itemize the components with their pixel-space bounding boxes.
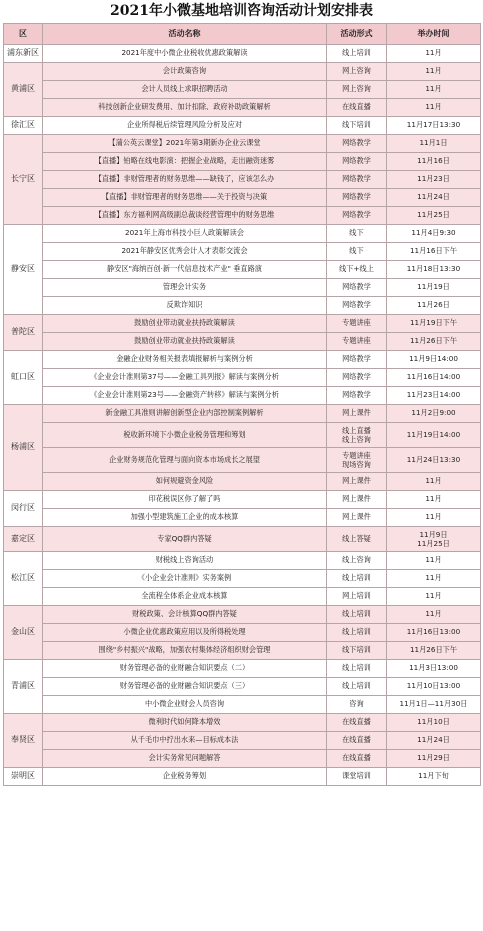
activity-name-cell: 2021年静安区优秀会计人才表彰交流会 xyxy=(43,243,327,261)
activity-format-cell: 网络教学 xyxy=(327,135,387,153)
activity-time-cell: 11月23日14:00 xyxy=(387,387,481,405)
activity-name-cell: 【直播】非财管理者的财务思维——缺钱了，应该怎么办 xyxy=(43,171,327,189)
activity-format-cell: 线上直播 线上咨询 xyxy=(327,423,387,448)
activity-format-cell: 咨询 xyxy=(327,696,387,714)
activity-format-cell: 专题讲座 xyxy=(327,333,387,351)
table-row xyxy=(4,660,481,678)
activity-format-cell: 线上答疑 xyxy=(327,527,387,552)
header-activity-time: 举办时间 xyxy=(387,24,481,45)
activity-name-cell: 全流程全体系企业成本核算 xyxy=(43,588,327,606)
activity-time-cell: 11月19日 xyxy=(387,279,481,297)
district-cell: 黄浦区 xyxy=(4,63,43,117)
activity-name-cell: 印花税误区你了解了吗 xyxy=(43,491,327,509)
activity-format-cell: 网上培训 xyxy=(327,588,387,606)
activity-time-cell: 11月 xyxy=(387,588,481,606)
activity-name-cell: 《小企业会计准则》实务案例 xyxy=(43,570,327,588)
activity-format-cell: 网络教学 xyxy=(327,297,387,315)
activity-format-cell: 线下培训 xyxy=(327,642,387,660)
activity-time-cell: 11月19日下午 xyxy=(387,315,481,333)
district-cell: 浦东新区 xyxy=(4,45,43,63)
table-row xyxy=(4,369,481,387)
page-title: 2021年小微基地培训咨询活动计划安排表 xyxy=(110,3,373,19)
activity-name-cell: 小微企业优惠政策应用以及所得税处理 xyxy=(43,624,327,642)
table-body xyxy=(4,45,481,786)
activity-name-cell: 管理会计实务 xyxy=(43,279,327,297)
activity-name-cell: 科技创新企业研发费用、加计扣除、政府补助政策解析 xyxy=(43,99,327,117)
district-cell: 奉贤区 xyxy=(4,714,43,768)
table-row xyxy=(4,99,481,117)
table-row xyxy=(4,473,481,491)
activity-time-cell: 11月 xyxy=(387,606,481,624)
district-cell: 金山区 xyxy=(4,606,43,660)
activity-time-cell: 11月25日 xyxy=(387,207,481,225)
activity-time-cell: 11月19日14:00 xyxy=(387,423,481,448)
district-cell: 杨浦区 xyxy=(4,405,43,491)
activity-time-cell: 11月23日 xyxy=(387,171,481,189)
activity-format-cell: 线上培训 xyxy=(327,45,387,63)
activity-time-cell: 11月26日下午 xyxy=(387,642,481,660)
activity-format-cell: 线下+线上 xyxy=(327,261,387,279)
table-row xyxy=(4,642,481,660)
activity-time-cell: 11月16日 xyxy=(387,153,481,171)
activity-time-cell: 11月 xyxy=(387,473,481,491)
activity-format-cell: 网上课件 xyxy=(327,509,387,527)
table-row xyxy=(4,423,481,448)
table-row xyxy=(4,491,481,509)
activity-format-cell: 线下 xyxy=(327,225,387,243)
district-cell: 崇明区 xyxy=(4,768,43,786)
activity-name-cell: 【直播】铂略在线电影演：把握企业战略，走出融资迷雾 xyxy=(43,153,327,171)
table-row xyxy=(4,243,481,261)
activity-format-cell: 专题讲座 现场咨询 xyxy=(327,448,387,473)
activity-time-cell: 11月17日13:30 xyxy=(387,117,481,135)
activity-time-cell: 11月1日 xyxy=(387,135,481,153)
district-cell: 虹口区 xyxy=(4,351,43,405)
activity-time-cell: 11月下旬 xyxy=(387,768,481,786)
table-row xyxy=(4,63,481,81)
activity-time-cell: 11月1日—11月30日 xyxy=(387,696,481,714)
activity-time-cell: 11月24日13:30 xyxy=(387,448,481,473)
district-cell: 普陀区 xyxy=(4,315,43,351)
activity-name-cell: 【直播】非财管理者的财务思维——关于投资与决策 xyxy=(43,189,327,207)
activity-time-cell: 11月16日14:00 xyxy=(387,369,481,387)
activity-name-cell: 财务管理必备的业财融合知识要点（二） xyxy=(43,660,327,678)
activity-name-cell: 企业税务筹划 xyxy=(43,768,327,786)
activity-time-cell: 11月24日 xyxy=(387,732,481,750)
activity-name-cell: 鼓励创业带动就业扶持政策解读 xyxy=(43,315,327,333)
table-row xyxy=(4,527,481,552)
activity-format-cell: 网络教学 xyxy=(327,369,387,387)
table-row xyxy=(4,387,481,405)
activity-format-cell: 网络教学 xyxy=(327,387,387,405)
activity-name-cell: 2021年度中小微企业税收优惠政策解读 xyxy=(43,45,327,63)
table-row xyxy=(4,45,481,63)
activity-time-cell: 11月18日13:30 xyxy=(387,261,481,279)
activity-name-cell: 微利时代如何降本增效 xyxy=(43,714,327,732)
activity-format-cell: 网上课件 xyxy=(327,405,387,423)
activity-time-cell: 11月26日 xyxy=(387,297,481,315)
activity-name-cell: 会计人员线上求职招聘活动 xyxy=(43,81,327,99)
activity-format-cell: 线上咨询 xyxy=(327,552,387,570)
district-cell: 徐汇区 xyxy=(4,117,43,135)
activity-format-cell: 线上培训 xyxy=(327,678,387,696)
header-district: 区 xyxy=(4,24,43,45)
table-row xyxy=(4,588,481,606)
activity-name-cell: 2021年上海市科技小巨人政策解读会 xyxy=(43,225,327,243)
table-row xyxy=(4,750,481,768)
activity-time-cell: 11月3日13:00 xyxy=(387,660,481,678)
district-cell: 嘉定区 xyxy=(4,527,43,552)
table-row xyxy=(4,171,481,189)
table-row xyxy=(4,189,481,207)
activity-format-cell: 网络教学 xyxy=(327,153,387,171)
activity-name-cell: 静安区"海纳百创·新一代信息技术产业" 垂直路演 xyxy=(43,261,327,279)
district-cell: 闵行区 xyxy=(4,491,43,527)
table-row xyxy=(4,509,481,527)
activity-time-cell: 11月 xyxy=(387,552,481,570)
activity-time-cell: 11月 xyxy=(387,491,481,509)
activity-time-cell: 11月2日9:00 xyxy=(387,405,481,423)
activity-name-cell: 财务管理必备的业财融合知识要点（三） xyxy=(43,678,327,696)
table-row xyxy=(4,297,481,315)
activity-name-cell: 会计实务常见问题解答 xyxy=(43,750,327,768)
activity-time-cell: 11月 xyxy=(387,570,481,588)
activity-time-cell: 11月10日13:00 xyxy=(387,678,481,696)
activity-time-cell: 11月4日9:30 xyxy=(387,225,481,243)
activity-format-cell: 在线直播 xyxy=(327,714,387,732)
activity-format-cell: 网络教学 xyxy=(327,171,387,189)
header-activity-format: 活动形式 xyxy=(327,24,387,45)
header-activity-name: 活动名称 xyxy=(43,24,327,45)
activity-format-cell: 线上培训 xyxy=(327,660,387,678)
activity-name-cell: 鼓励创业带动就业扶持政策解读 xyxy=(43,333,327,351)
activity-format-cell: 网上课件 xyxy=(327,491,387,509)
activity-format-cell: 网上咨询 xyxy=(327,63,387,81)
table-header-row xyxy=(4,24,481,45)
table-row xyxy=(4,678,481,696)
activity-name-cell: 中小微企业财会人员咨询 xyxy=(43,696,327,714)
activity-schedule-table xyxy=(3,23,481,786)
activity-name-cell: 反欺诈知识 xyxy=(43,297,327,315)
table-row xyxy=(4,261,481,279)
activity-name-cell: 从千毛巾中拧出水来—目标成本法 xyxy=(43,732,327,750)
activity-format-cell: 网络教学 xyxy=(327,207,387,225)
activity-time-cell: 11月 xyxy=(387,99,481,117)
table-row xyxy=(4,315,481,333)
table-row xyxy=(4,153,481,171)
table-row xyxy=(4,624,481,642)
activity-name-cell: 金融企业财务相关报表填报解析与案例分析 xyxy=(43,351,327,369)
activity-format-cell: 网络教学 xyxy=(327,189,387,207)
activity-format-cell: 课堂培训 xyxy=(327,768,387,786)
activity-time-cell: 11月9日 11月25日 xyxy=(387,527,481,552)
district-cell: 松江区 xyxy=(4,552,43,606)
activity-time-cell: 11月24日 xyxy=(387,189,481,207)
activity-time-cell: 11月26日下午 xyxy=(387,333,481,351)
activity-time-cell: 11月 xyxy=(387,45,481,63)
activity-time-cell: 11月 xyxy=(387,63,481,81)
activity-name-cell: 《企业会计准则第23号——金融资产转移》解读与案例分析 xyxy=(43,387,327,405)
activity-name-cell: 新金融工具准则讲解创新型企业内部控制案例解析 xyxy=(43,405,327,423)
activity-time-cell: 11月 xyxy=(387,509,481,527)
table-row xyxy=(4,81,481,99)
activity-time-cell: 11月10日 xyxy=(387,714,481,732)
table-row xyxy=(4,768,481,786)
activity-name-cell: 【蒲公英云课堂】2021年第3期新办企业云课堂 xyxy=(43,135,327,153)
activity-format-cell: 线下 xyxy=(327,243,387,261)
activity-time-cell: 11月9日14:00 xyxy=(387,351,481,369)
activity-format-cell: 网络教学 xyxy=(327,351,387,369)
activity-time-cell: 11月 xyxy=(387,81,481,99)
activity-name-cell: 加强小型建筑施工企业的成本核算 xyxy=(43,509,327,527)
table-row xyxy=(4,333,481,351)
activity-name-cell: 围绕"乡村振兴"战略，加强农村集体经济组织财会管理 xyxy=(43,642,327,660)
table-row xyxy=(4,405,481,423)
activity-format-cell: 在线直播 xyxy=(327,750,387,768)
table-row xyxy=(4,606,481,624)
activity-format-cell: 线上培训 xyxy=(327,624,387,642)
activity-format-cell: 线上培训 xyxy=(327,606,387,624)
activity-name-cell: 【直播】东方福利网高级副总裁谈经营管理中的财务思维 xyxy=(43,207,327,225)
table-row xyxy=(4,279,481,297)
activity-name-cell: 财税线上咨询活动 xyxy=(43,552,327,570)
activity-name-cell: 《企业会计准则第37号——金融工具列报》解读与案例分析 xyxy=(43,369,327,387)
activity-name-cell: 财税政策、会计核算QQ群内答疑 xyxy=(43,606,327,624)
table-row xyxy=(4,117,481,135)
activity-name-cell: 会计政策咨询 xyxy=(43,63,327,81)
table-row xyxy=(4,225,481,243)
table-row xyxy=(4,207,481,225)
table-row xyxy=(4,552,481,570)
activity-name-cell: 如何规避资金风险 xyxy=(43,473,327,491)
activity-format-cell: 专题讲座 xyxy=(327,315,387,333)
table-row xyxy=(4,570,481,588)
activity-name-cell: 企业所得税后续管理风险分析及应对 xyxy=(43,117,327,135)
activity-format-cell: 线上培训 xyxy=(327,570,387,588)
district-cell: 长宁区 xyxy=(4,135,43,225)
activity-format-cell: 网上咨询 xyxy=(327,81,387,99)
district-cell: 静安区 xyxy=(4,225,43,315)
activity-name-cell: 企业财务规范化管理与面向资本市场成长之展望 xyxy=(43,448,327,473)
activity-format-cell: 网络教学 xyxy=(327,279,387,297)
activity-name-cell: 税收新环境下小微企业税务管理和筹划 xyxy=(43,423,327,448)
table-row xyxy=(4,448,481,473)
activity-format-cell: 在线直播 xyxy=(327,732,387,750)
table-row xyxy=(4,696,481,714)
table-row xyxy=(4,351,481,369)
table-row xyxy=(4,714,481,732)
activity-time-cell: 11月16日下午 xyxy=(387,243,481,261)
district-cell: 青浦区 xyxy=(4,660,43,714)
activity-name-cell: 专家QQ群内答疑 xyxy=(43,527,327,552)
activity-format-cell: 在线直播 xyxy=(327,99,387,117)
table-row xyxy=(4,135,481,153)
activity-time-cell: 11月29日 xyxy=(387,750,481,768)
activity-format-cell: 线下培训 xyxy=(327,117,387,135)
activity-format-cell: 网上课件 xyxy=(327,473,387,491)
table-row xyxy=(4,732,481,750)
activity-time-cell: 11月16日13:00 xyxy=(387,624,481,642)
